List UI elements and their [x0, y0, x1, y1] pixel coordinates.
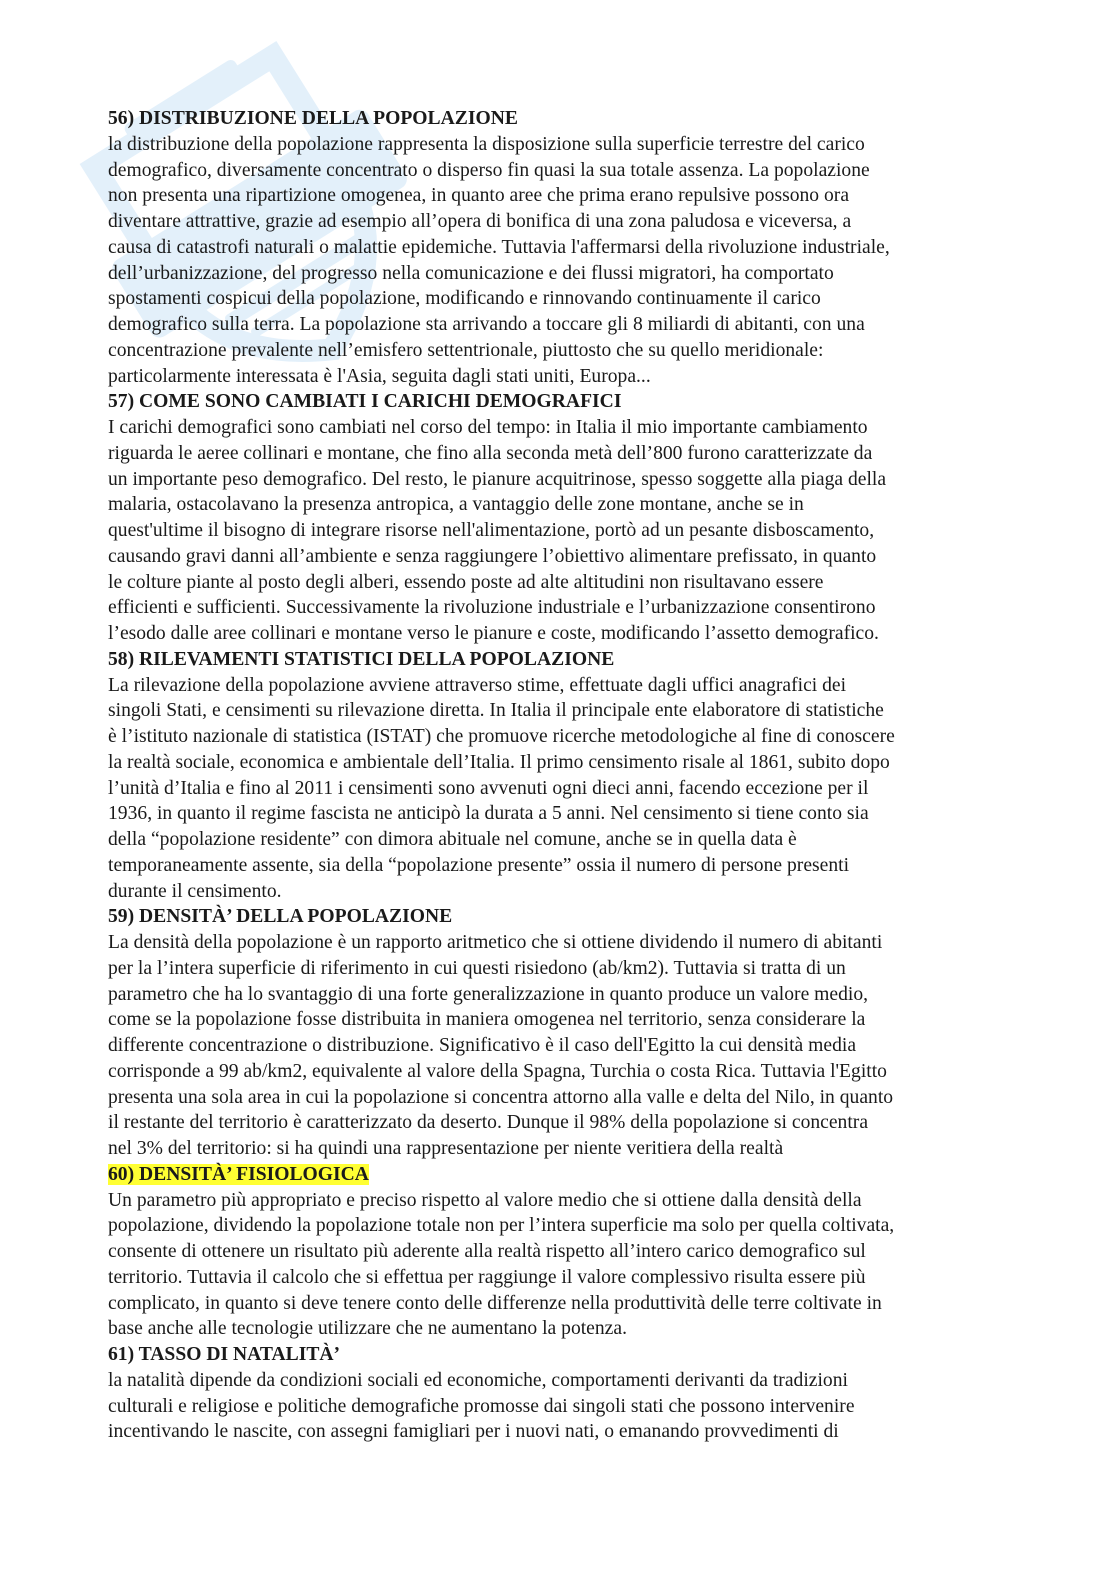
text-line: il restante del territorio è caratterizzato da deserto. Dunque il 98% della popolazione si concentra	[108, 1112, 869, 1134]
section-body	[108, 1368, 1012, 1445]
section-title	[108, 106, 1012, 132]
text-line: riguarda le aeree collinari e montane, che fino alla seconda metà dell’800 furono caratterizzate da	[108, 442, 873, 464]
text-line: particolarmente interessata è l'Asia, seguita dagli stati uniti, Europa...	[108, 365, 651, 387]
text-line: nel 3% del territorio: si ha quindi una rappresentazione per niente veritiera della realtà	[108, 1138, 784, 1159]
section-title	[108, 389, 1012, 415]
text-line: 1936, in quanto il regime fascista ne anticipò la durata a 5 anni. Nel censimento si tiene conto sia	[108, 803, 869, 825]
text-line: un importante peso demografico. Del resto, le pianure acquitrinose, spesso soggette alla piaga della	[108, 468, 887, 490]
text-line: Un parametro più appropriato e preciso rispetto al valore medio che si ottiene dalla densità della	[108, 1189, 862, 1211]
text-line: base anche alle tecnologie utilizzare che ne aumentano la potenza.	[108, 1318, 627, 1340]
section-body	[108, 132, 1012, 390]
text-line: causa di catastrofi naturali o malattie epidemiche. Tuttavia l'affermarsi della rivoluzione industriale,	[108, 236, 890, 258]
text-line: presenta una sola area in cui la popolazione si concentra attorno alla valle e delta del Nilo, in quanto	[108, 1086, 894, 1108]
text-line: popolazione, dividendo la popolazione totale non per l’intera superficie ma solo per quella coltivata,	[108, 1215, 895, 1237]
section-body	[108, 930, 1012, 1162]
document-content	[108, 106, 1012, 1445]
text-line: come se la popolazione fosse distribuita in maniera omogenea nel territorio, senza considerare la	[108, 1009, 866, 1031]
text-line: causando gravi danni all’ambiente e senza raggiungere l’obiettivo alimentare prefissato, in quanto	[108, 545, 877, 567]
text-line: la realtà sociale, economica e ambientale dell’Italia. Il primo censimento risale al 1861, subito dopo	[108, 751, 890, 773]
text-line: la natalità dipende da condizioni sociali ed economiche, comportamenti derivanti da tradizioni	[108, 1369, 848, 1391]
text-line: la distribuzione della popolazione rappresenta la disposizione sulla superficie terrestre del carico	[108, 133, 865, 155]
text-line: quest'ultime il bisogno di integrare risorse nell'alimentazione, portò ad un pesante disboscamento,	[108, 520, 875, 541]
section-title	[108, 1342, 1012, 1368]
text-line: demografico sulla terra. La popolazione sta arrivando a toccare gli 8 miliardi di abitanti, con una	[108, 314, 865, 335]
section-title	[108, 1162, 1012, 1188]
text-line: non presenta una ripartizione omogenea, in quanto aree che prima erano repulsive possono ora	[108, 185, 850, 207]
section-title-text: 58) RILEVAMENTI STATISTICI DELLA POPOLAZIONE	[108, 648, 615, 670]
text-line: I carichi demografici sono cambiati nel corso del tempo: in Italia il mio importante cambiamento	[108, 417, 868, 438]
text-line: diventare attrattive, grazie ad esempio all’opera di bonifica di una zona paludosa e viceversa, a	[108, 211, 852, 232]
section-title-text: 60) DENSITÀ’ FISIOLOGICA	[108, 1163, 369, 1185]
text-line: malaria, ostacolavano la presenza antropica, a vantaggio delle zone montane, anche se in	[108, 494, 804, 516]
text-line: demografico, diversamente concentrato o disperso fin quasi la sua totale assenza. La popolazione	[108, 159, 870, 181]
section-body	[108, 415, 1012, 647]
section-title-text: 57) COME SONO CAMBIATI I CARICHI DEMOGRAFICI	[108, 391, 622, 413]
section-title	[108, 647, 1012, 673]
text-line: l’esodo dalle aree collinari e montane verso le pianure e coste, modificando l’assetto demografico.	[108, 623, 879, 644]
text-line: dell’urbanizzazione, del progresso nella comunicazione e dei flussi migratori, ha comportato	[108, 262, 834, 284]
text-line: corrisponde a 99 ab/km2, equivalente al valore della Spagna, Turchia o costa Rica. Tuttavia l'Egitto	[108, 1060, 887, 1082]
text-line: differente concentrazione o distribuzione. Significativo è il caso dell'Egitto la cui densità media	[108, 1035, 857, 1056]
text-line: La densità della popolazione è un rapporto aritmetico che si ottiene dividendo il numero di abitanti	[108, 932, 883, 953]
text-line: durante il censimento.	[108, 880, 282, 902]
section-title-text: 59) DENSITÀ’ DELLA POPOLAZIONE	[108, 906, 453, 928]
section-title	[108, 904, 1012, 930]
text-line: le colture piante al posto degli alberi, essendo poste ad alte altitudini non risultavano essere	[108, 571, 824, 593]
text-line: culturali e religiose e politiche demografiche promosse dai singoli stati che possono intervenire	[108, 1395, 855, 1417]
text-line: incentivando le nascite, con assegni famigliari per i nuovi nati, o emanando provvedimenti di	[108, 1421, 839, 1443]
text-line: della “popolazione residente” con dimora abituale nel comune, anche se in quella data è	[108, 829, 797, 850]
section-body	[108, 1188, 1012, 1343]
text-line: efficienti e sufficienti. Successivamente la rivoluzione industriale e l’urbanizzazione consentirono	[108, 597, 876, 619]
text-line: temporaneamente assente, sia della “popolazione presente” ossia il numero di persone presenti	[108, 854, 850, 876]
text-line: per la l’intera superficie di riferimento in cui questi risiedono (ab/km2). Tuttavia si tratta di un	[108, 957, 846, 979]
text-line: consente di ottenere un risultato più aderente alla realtà rispetto all’intero carico demografico sul	[108, 1241, 866, 1262]
text-line: l’unità d’Italia e fino al 2011 i censimenti sono avvenuti ogni dieci anni, facendo eccezione per il	[108, 777, 869, 799]
text-line: concentrazione prevalente nell’emisfero settentrionale, piuttosto che su quello meridionale:	[108, 339, 824, 361]
text-line: è l’istituto nazionale di statistica (ISTAT) che promuove ricerche metodologiche al fine di conoscere	[108, 726, 895, 747]
section-body	[108, 673, 1012, 905]
section-title-text: 61) TASSO DI NATALITÀ’	[108, 1344, 341, 1365]
text-line: singoli Stati, e censimenti su rilevazione diretta. In Italia il principale ente elaboratore di statistiche	[108, 700, 884, 722]
text-line: parametro che ha lo svantaggio di una forte generalizzazione in quanto produce un valore medio,	[108, 983, 869, 1005]
text-line: complicato, in quanto si deve tenere conto delle differenze nella produttività delle terre coltivate in	[108, 1292, 882, 1314]
text-line: spostamenti cospicui della popolazione, modificando e rinnovando continuamente il carico	[108, 288, 821, 310]
section-title-text: 56) DISTRIBUZIONE DELLA POPOLAZIONE	[108, 108, 518, 129]
text-line: territorio. Tuttavia il calcolo che si effettua per raggiunge il valore complessivo risulta essere più	[108, 1266, 866, 1288]
text-line: La rilevazione della popolazione avviene attraverso stime, effettuate dagli uffici anagrafici dei	[108, 674, 847, 696]
